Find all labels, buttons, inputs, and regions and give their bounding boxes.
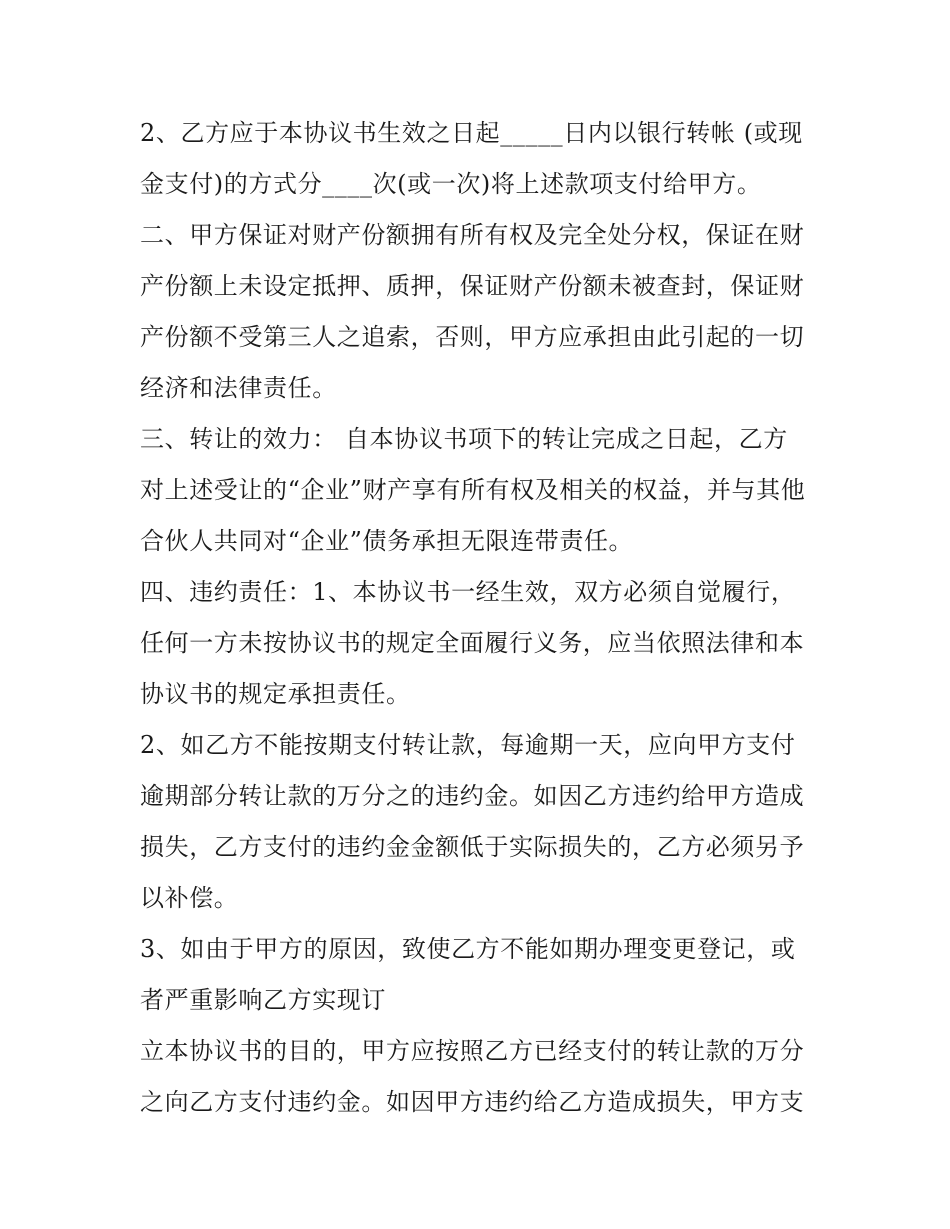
text-line-7: 三、转让的效力： 自本协议书项下的转让完成之日起，乙方 bbox=[140, 425, 788, 453]
document-body bbox=[140, 108, 820, 1128]
text-line-3: 二、甲方保证对财产份额拥有所有权及完全处分权，保证在财 bbox=[140, 221, 805, 249]
text-line-4: 产份额上未设定抵押、质押，保证财产份额未被查封，保证财 bbox=[140, 272, 805, 300]
text-line-19: 立本协议书的目的，甲方应按照乙方已经支付的转让款的万分 bbox=[140, 1037, 805, 1065]
text-line-20: 之向乙方支付违约金。如因甲方违约给乙方造成损失，甲方支 bbox=[140, 1088, 805, 1116]
text-line-9: 合伙人共同对“企业”债务承担无限连带责任。 bbox=[140, 527, 634, 555]
text-line-18: 者严重影响乙方实现订 bbox=[140, 986, 386, 1014]
text-line-2: 金支付)的方式分____次(或一次)将上述款项支付给甲方。 bbox=[140, 170, 762, 198]
text-line-14: 逾期部分转让款的万分之的违约金。如因乙方违约给甲方造成 bbox=[140, 782, 805, 810]
text-line-10: 四、违约责任：1、本协议书一经生效，双方必须自觉履行， bbox=[140, 578, 796, 606]
text-line-11: 任何一方未按协议书的规定全面履行义务，应当依照法律和本 bbox=[140, 629, 805, 657]
text-line-5: 产份额不受第三人之追索，否则，甲方应承担由此引起的一切 bbox=[140, 323, 805, 351]
text-line-8: 对上述受让的“企业”财产享有所有权及相关的权益，并与其他 bbox=[140, 476, 806, 504]
text-line-16: 以补偿。 bbox=[140, 884, 239, 912]
text-line-6: 经济和法律责任。 bbox=[140, 374, 337, 402]
text-line-13: 2、如乙方不能按期支付转让款，每逾期一天，应向甲方支付 bbox=[140, 731, 796, 759]
text-line-12: 协议书的规定承担责任。 bbox=[140, 680, 411, 708]
text-line-17: 3、如由于甲方的原因，致使乙方不能如期办理变更登记，或 bbox=[140, 935, 796, 963]
text-line-15: 损失，乙方支付的违约金金额低于实际损失的，乙方必须另予 bbox=[140, 833, 805, 861]
text-line-1: 2、乙方应于本协议书生效之日起_____日内以银行转帐 (或现 bbox=[140, 119, 803, 147]
